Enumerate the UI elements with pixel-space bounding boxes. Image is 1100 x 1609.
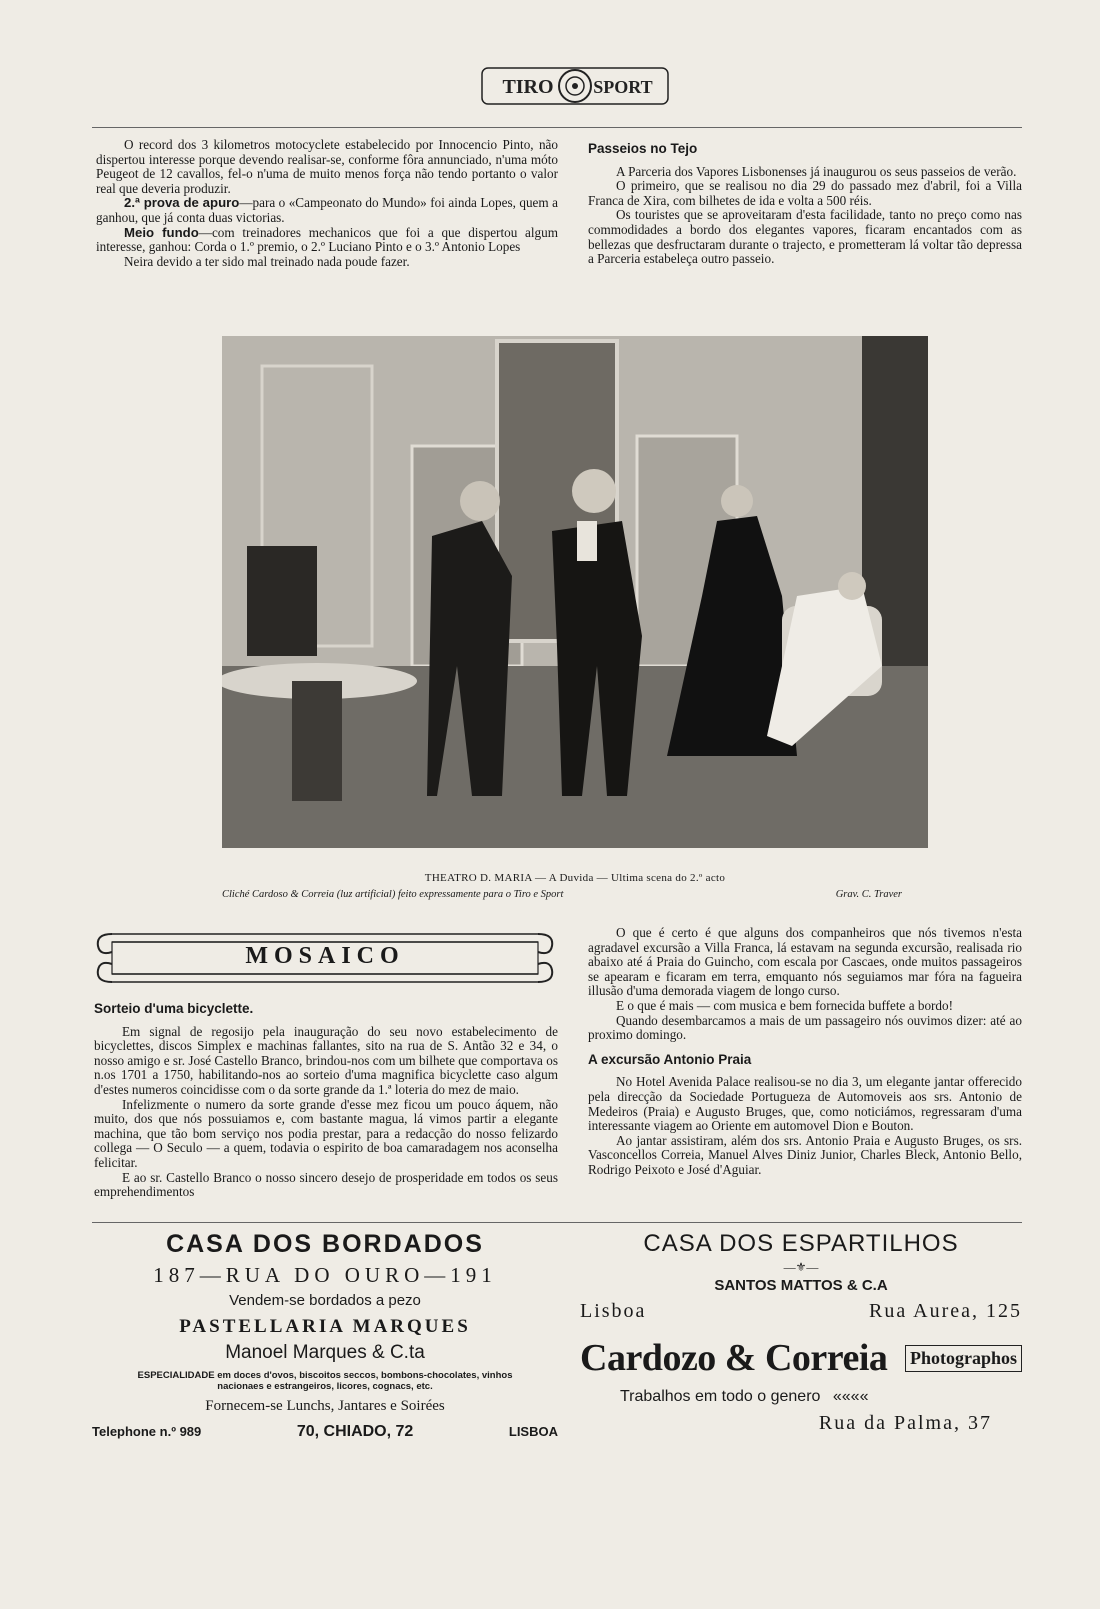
- ad-cardozo-correia: [580, 1336, 1022, 1435]
- section-heading: A excursão Antonio Praia: [588, 1051, 752, 1067]
- ad-address: Rua da Palma, 37: [818, 1412, 992, 1434]
- ad-header: [580, 1336, 1022, 1380]
- ad-footer: [580, 1300, 1022, 1323]
- ad-address: 187—RUA DO OURO—191: [153, 1263, 497, 1287]
- ad-title: PASTELLARIA MARQUES: [179, 1316, 471, 1337]
- ad-title: CASA DOS ESPARTILHOS: [643, 1230, 959, 1257]
- ad-city: Lisboa: [580, 1300, 647, 1322]
- banner-title: MOSAICO: [245, 943, 405, 969]
- right-bottom-column: [588, 926, 1022, 1178]
- left-bottom-column: [94, 1000, 558, 1200]
- ad-title: Cardozo & Correia: [580, 1337, 888, 1379]
- paragraph: 2.ª prova de apuro—para o «Campeonato do Mundo» foi ainda Lopes, quem a ganhou, que já conta duas victorias.: [96, 195, 558, 225]
- photo-credit-right: Grav. C. Traver: [835, 889, 902, 900]
- ad-address: Rua Aurea, 125: [869, 1300, 1022, 1322]
- masthead-logo: [480, 62, 670, 110]
- photo-credit: [222, 889, 932, 900]
- ad-title: CASA DOS BORDADOS: [166, 1230, 484, 1258]
- ad-casa-dos-bordados: [92, 1230, 558, 1309]
- paragraph: E o que é mais — com musica e bem fornecida buffete a bordo!: [616, 997, 954, 1013]
- photo-caption: THEATRO D. MARIA — A Duvida — Ultima scena do 2.º acto: [424, 872, 726, 884]
- paragraph: Quando desembarcamos a mais de um passageiro nós ouvimos dizer: até ao proximo domingo.: [588, 1012, 1022, 1043]
- paragraph: O que é certo é que alguns dos companheiros que nós tivemos n'esta agradavel excursão a Villa Franca, lá estavam na segunda excursão, realisada rio abaixo até á Praia do Guincho, com escala por Cascaes, onde muitos passageiros se apearam e ficaram em terra, emquanto nós seguiamos mar fóra na fagueira illusão d'uma demorada viagem de longo curso.: [588, 925, 1022, 999]
- svg-text:TIRO: TIRO: [502, 76, 554, 98]
- paragraph: No Hotel Avenida Palace realisou-se no dia 3, um elegante jantar offerecido pela direcção da Sociedade Portugueza de Automoveis aos srs. Antonio de Medeiros (Praia) e Augusto Bruges, que, como noticiámos, regressaram d'uma interessante viagem ao Oriente em automovel Dion e Bouton.: [588, 1074, 1022, 1134]
- mosaico-banner: [92, 926, 558, 990]
- ad-line: Trabalhos em todo o genero: [620, 1388, 821, 1405]
- paragraph: Em signal de regosijo pela inauguração do seu novo estabelecimento de bicyclettes, discos Simplex e machinas fallantes, sito na rua de S. Antão 32 e 34, o nosso amigo e sr. José Castello Branco, brindou-nos com um bilhete que comportava os n.os 1701 a 1750, habilitando-nos ao sorteio d'uma magnifica bicyclette caso algum d'estes numeros coincidisse com o da sorte grande da 1.ª loteria do mez de maio.: [94, 1023, 558, 1097]
- ad-city: LISBOA: [508, 1424, 558, 1439]
- ad-line-row: [620, 1388, 1022, 1406]
- ad-casa-dos-espartilhos: [580, 1230, 1022, 1323]
- ad-owner: Manoel Marques & C.ta: [225, 1342, 425, 1363]
- ads-rule: [92, 1222, 1022, 1223]
- ad-address: 70, CHIADO, 72: [296, 1423, 414, 1440]
- ornament-icon: —⚜—: [783, 1260, 819, 1274]
- paragraph: O record dos 3 kilometros motocyclete estabelecido por Innocencio Pinto, não dispertou interesse porque devendo realisar-se, conforme fôra annunciado, n'uma móto Peugeot de 12 cavallos, fel-o n'uma de muito menos força não tendo portanto o valor real que deveria produzir.: [96, 137, 558, 196]
- ad-footer: [92, 1423, 558, 1441]
- ad-owner: SANTOS MATTOS & C.A: [714, 1277, 888, 1294]
- ad-line: Vendem-se bordados a pezo: [229, 1292, 421, 1309]
- paragraph: A Parceria dos Vapores Lisbonenses já inaugurou os seus passeios de verão.: [616, 163, 1017, 179]
- paragraph: Os touristes que se aproveitaram d'esta facilidade, tanto no preço como nas commodidades a bordo dos elegantes vapores, ficaram encantados com as bellezas que desfructaram durante o trajecto, e prometteram lá voltar tão depressa a Parceria estabeleça outro passeio.: [588, 207, 1022, 267]
- paragraph: Meio fundo—com treinadores mechanicos que foi a que dispertou algum interesse, ganhou: Corda o 1.º premio, o 2.º Luciano Pinto e o 3.º Antonio Lopes: [96, 224, 558, 255]
- left-top-column: [96, 138, 558, 269]
- theatre-photograph: [222, 336, 928, 848]
- photo-scene: [222, 336, 928, 848]
- ornament-icon: ««««: [832, 1388, 869, 1405]
- photo-credit-left: Cliché Cardoso & Correia (luz artificial) feito expressamente para o Tiro e Sport: [222, 889, 564, 900]
- ad-line: Fornecem-se Lunchs, Jantares e Soirées: [205, 1398, 445, 1414]
- paragraph: O primeiro, que se realisou no dia 29 do passado mez d'abril, foi a Villa Franca de Xira, com bilhetes de ida e volta a 500 réis.: [588, 178, 1022, 208]
- section-heading: Passeios no Tejo: [588, 141, 698, 156]
- section-heading: Sorteio d'uma bicyclette.: [94, 1001, 254, 1016]
- ad-tag: Photographos: [905, 1345, 1022, 1372]
- paragraph: Infelizmente o numero da sorte grande d'esse mez ficou um pouco áquem, não muito, dos que nós possuiamos e, com bastante magua, lá vimos partir a elegante machina, que tão bom serviço nos podia prestar, para a redacção do nosso felizardo collega — O Seculo — a quem, todavia o espirito de boa camaradagem nos aconselha felicitar.: [94, 1096, 558, 1170]
- right-top-column: [588, 140, 1022, 267]
- paragraph: Neira devido a ter sido mal treinado nada poude fazer.: [124, 253, 410, 269]
- ad-specialty: ESPECIALIDADE em doces d'ovos, biscoitos seccos, bombons-chocolates, vinhos nacionaes e estrangeiros, licores, cognacs, etc.: [137, 1370, 513, 1392]
- top-rule: [92, 127, 1022, 128]
- ad-phone: Telephone n.º 989: [92, 1424, 202, 1439]
- paragraph: Ao jantar assistiram, além dos srs. Antonio Praia e Augusto Bruges, os srs. Vasconcellos Correia, Manuel Alves Diniz Junior, Charles Bleck, Antonio Bello, Rodrigo Peixoto e José d'Aguiar.: [588, 1132, 1022, 1177]
- svg-text:SPORT: SPORT: [593, 77, 653, 97]
- ad-pastellaria-marques: [92, 1316, 558, 1441]
- paragraph: E ao sr. Castello Branco o nosso sincero desejo de prosperidade em todos os seus emprehendimentos: [94, 1169, 558, 1200]
